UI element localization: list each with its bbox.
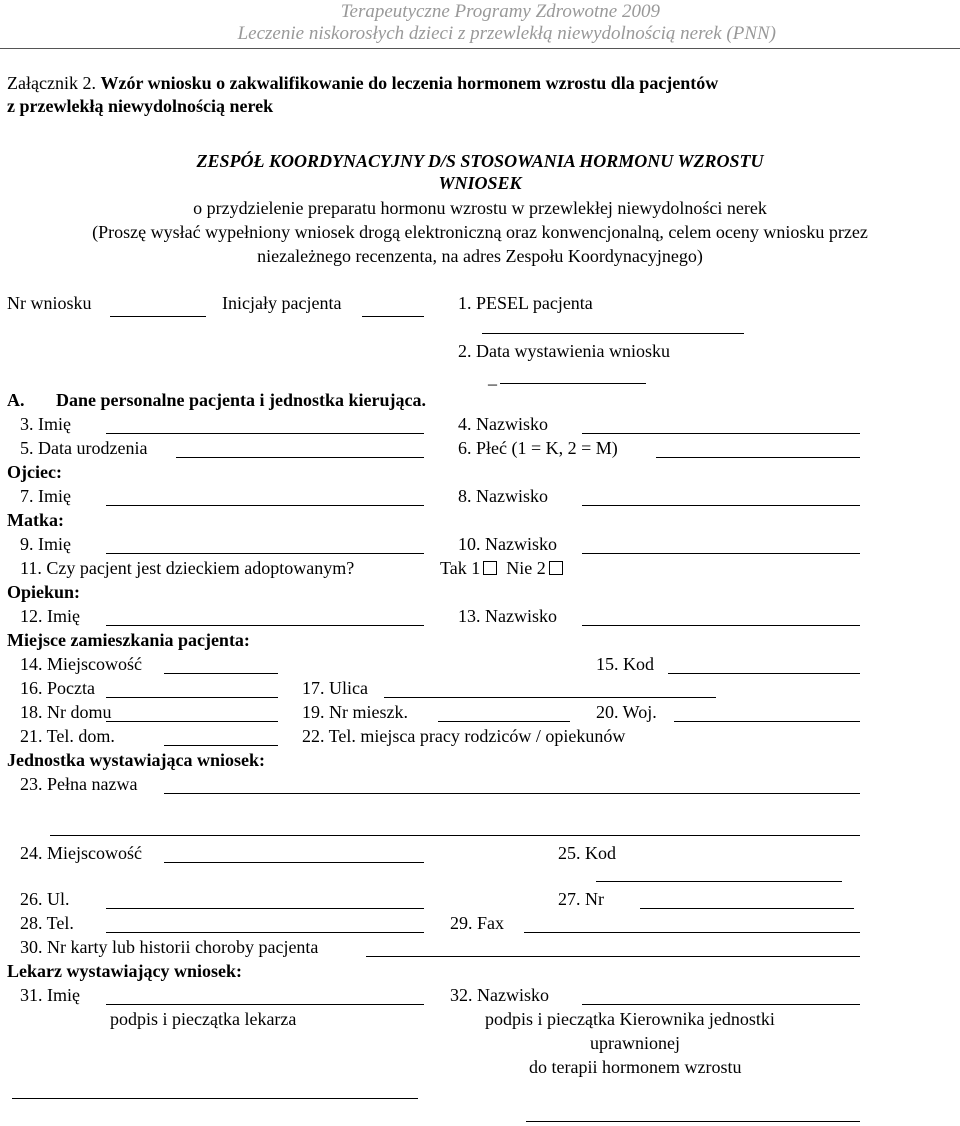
issue-date-label: 2. Data wystawienia wniosku	[458, 341, 670, 361]
residence-city-field[interactable]	[164, 673, 278, 674]
application-number-field[interactable]	[110, 316, 206, 317]
head-signature-line[interactable]	[526, 1121, 860, 1122]
header-program-subtitle: Leczenie niskorosłych dzieci z przewlekłą niewydolnością nerek (PNN)	[237, 23, 776, 44]
province-label: 20. Woj.	[596, 702, 657, 722]
guardian-first-name-label: 12. Imię	[20, 606, 80, 626]
issue-date-underscore: _	[488, 367, 497, 387]
adopted-yes-label: Tak 1	[440, 558, 481, 578]
head-signature-caption-line1: podpis i pieczątka Kierownika jednostki	[485, 1009, 775, 1029]
mother-first-name-label: 9. Imię	[20, 534, 71, 554]
unit-city-field[interactable]	[164, 862, 424, 863]
application-number-label: Nr wniosku	[7, 293, 92, 313]
medical-record-field[interactable]	[366, 956, 860, 957]
unit-street-field[interactable]	[106, 908, 424, 909]
parents-work-phone-label: 22. Tel. miejsca pracy rodziców / opiekunów	[302, 726, 626, 746]
unit-postcode-field[interactable]	[596, 881, 842, 882]
post-office-field[interactable]	[106, 697, 278, 698]
father-heading: Ojciec:	[7, 462, 62, 482]
doctor-first-name-field[interactable]	[106, 1004, 424, 1005]
father-first-name-field[interactable]	[106, 505, 424, 506]
unit-phone-field[interactable]	[106, 932, 424, 933]
father-last-name-field[interactable]	[582, 505, 860, 506]
unit-street-label: 26. Ul.	[20, 889, 70, 909]
unit-full-name-label: 23. Pełna nazwa	[20, 774, 138, 794]
residence-postcode-label: 15. Kod	[596, 654, 654, 674]
patient-initials-field[interactable]	[362, 316, 424, 317]
residence-heading: Miejsce zamieszkania pacjenta:	[7, 630, 250, 650]
mother-last-name-label: 10. Nazwisko	[458, 534, 557, 554]
unit-postcode-label: 25. Kod	[558, 843, 616, 863]
child-first-name-label: 3. Imię	[20, 414, 71, 434]
unit-fax-label: 29. Fax	[450, 913, 504, 933]
doctor-first-name-label: 31. Imię	[20, 985, 80, 1005]
instruction-note-line1: (Proszę wysłać wypełniony wniosek drogą elektroniczną oraz konwencjonalną, celem oceny wniosku przez	[92, 222, 868, 242]
page-header	[0, 0, 960, 49]
referring-unit-heading: Jednostka wystawiająca wniosek:	[7, 750, 266, 770]
child-first-name-field[interactable]	[106, 433, 424, 434]
adopted-yes-checkbox[interactable]	[483, 561, 497, 575]
sex-label: 6. Płeć (1 = K, 2 = M)	[458, 438, 618, 458]
section-a-letter: A.	[7, 390, 25, 410]
mother-first-name-field[interactable]	[106, 553, 424, 554]
issue-date-field[interactable]	[500, 383, 646, 384]
patient-initials-label: Inicjały pacjenta	[222, 293, 342, 313]
house-number-field[interactable]	[106, 721, 278, 722]
document-heading: WNIOSEK	[438, 173, 522, 193]
head-signature-caption-line3: do terapii hormonem wzrostu	[529, 1057, 742, 1077]
adopted-no-checkbox[interactable]	[549, 561, 563, 575]
instruction-note-line2: niezależnego recenzenta, na adres Zespołu Koordynacyjnego)	[257, 246, 703, 266]
doctor-signature-caption: podpis i pieczątka lekarza	[110, 1009, 297, 1029]
unit-phone-label: 28. Tel.	[20, 913, 74, 933]
guardian-heading: Opiekun:	[7, 582, 81, 602]
sex-field[interactable]	[656, 457, 860, 458]
unit-full-name-field-continued[interactable]	[50, 835, 860, 836]
residence-postcode-field[interactable]	[668, 673, 860, 674]
form-title-line1: Wzór wniosku o zakwalifikowanie do leczenia hormonem wzrostu dla pacjentów	[100, 73, 719, 93]
province-field[interactable]	[674, 721, 860, 722]
residence-city-label: 14. Miejscowość	[20, 654, 142, 674]
section-a-title: Dane personalne pacjenta i jednostka kierująca.	[56, 390, 426, 410]
apartment-number-field[interactable]	[438, 721, 570, 722]
pesel-field[interactable]	[482, 333, 744, 334]
home-phone-label: 21. Tel. dom.	[20, 726, 115, 746]
mother-last-name-field[interactable]	[582, 553, 860, 554]
adopted-no-label: Nie 2	[506, 558, 546, 578]
head-signature-caption-line2: uprawnionej	[590, 1033, 680, 1053]
medical-record-label: 30. Nr karty lub historii choroby pacjenta	[20, 937, 319, 957]
father-first-name-label: 7. Imię	[20, 486, 71, 506]
post-office-label: 16. Poczta	[20, 678, 95, 698]
doctor-heading: Lekarz wystawiający wniosek:	[7, 961, 242, 981]
child-last-name-label: 4. Nazwisko	[458, 414, 548, 434]
doctor-last-name-label: 32. Nazwisko	[450, 985, 549, 1005]
intro-line1	[7, 72, 718, 94]
home-phone-field[interactable]	[164, 745, 278, 746]
house-number-label: 18. Nr domu	[20, 702, 112, 722]
unit-city-label: 24. Miejscowość	[20, 843, 142, 863]
unit-number-field[interactable]	[640, 908, 854, 909]
mother-heading: Matka:	[7, 510, 64, 530]
street-label: 17. Ulica	[302, 678, 368, 698]
pesel-label: 1. PESEL pacjenta	[458, 293, 593, 313]
doctor-signature-line[interactable]	[12, 1098, 418, 1099]
street-field[interactable]	[384, 697, 716, 698]
adopted-options	[440, 557, 563, 579]
birth-date-label: 5. Data urodzenia	[20, 438, 148, 458]
apartment-number-label: 19. Nr mieszk.	[302, 702, 408, 722]
adopted-question: 11. Czy pacjent jest dzieckiem adoptowanym?	[20, 558, 355, 578]
unit-number-label: 27. Nr	[558, 889, 604, 909]
unit-full-name-field[interactable]	[164, 793, 860, 794]
team-heading: ZESPÓŁ KOORDYNACYJNY D/S STOSOWANIA HORMONU WZROSTU	[196, 151, 764, 171]
form-title-line2: z przewlekłą niewydolnością nerek	[7, 96, 274, 116]
child-last-name-field[interactable]	[582, 433, 860, 434]
guardian-last-name-field[interactable]	[582, 625, 860, 626]
header-program-title: Terapeutyczne Programy Zdrowotne 2009	[340, 1, 660, 22]
guardian-first-name-field[interactable]	[106, 625, 424, 626]
document-subject: o przydzielenie preparatu hormonu wzrostu w przewlekłej niewydolności nerek	[193, 198, 767, 218]
doctor-last-name-field[interactable]	[582, 1004, 860, 1005]
guardian-last-name-label: 13. Nazwisko	[458, 606, 557, 626]
unit-fax-field[interactable]	[524, 932, 860, 933]
father-last-name-label: 8. Nazwisko	[458, 486, 548, 506]
birth-date-field[interactable]	[176, 457, 424, 458]
attachment-label: Załącznik 2.	[7, 73, 96, 93]
